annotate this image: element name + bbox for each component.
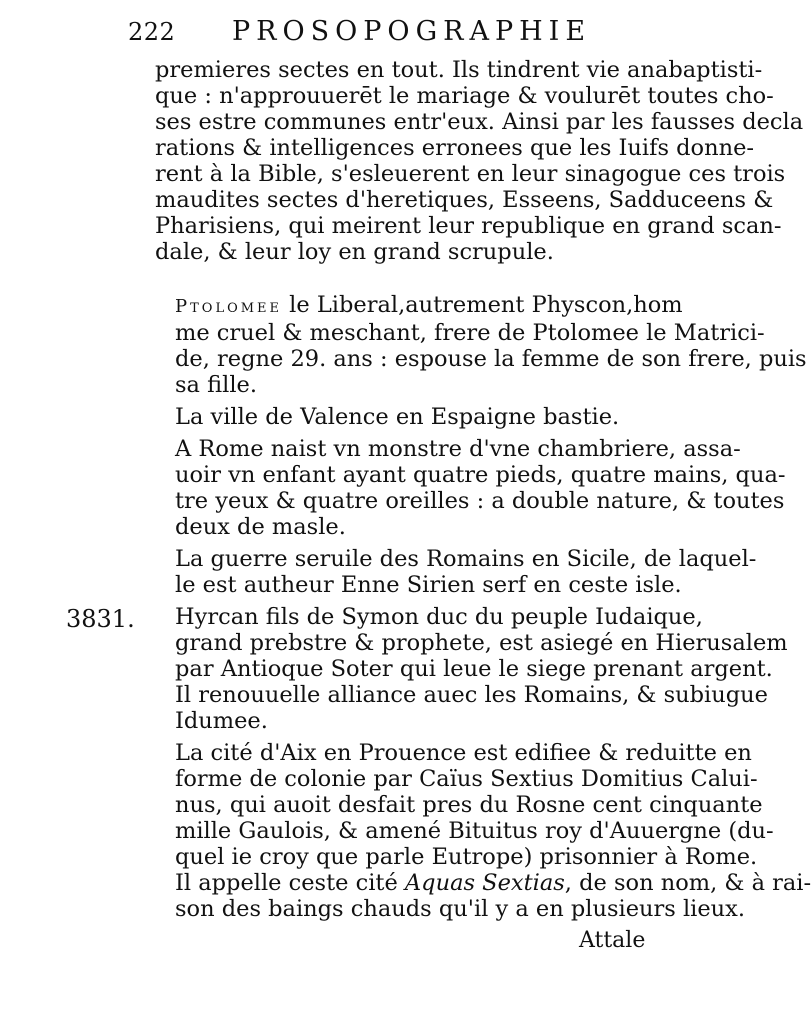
marginal-year: 3831. bbox=[66, 605, 135, 633]
paragraph-aix bbox=[155, 740, 811, 922]
paragraph-monstre bbox=[155, 436, 786, 540]
text-line: grand prebstre & prophete, est asiegé en Hierusalem bbox=[175, 630, 788, 656]
text-line: La cité d'Aix en Prouence est edifiee & reduitte en bbox=[175, 740, 752, 766]
catchword: Attale bbox=[579, 928, 646, 953]
text-line: dale, & leur loy en grand scrupule. bbox=[155, 239, 554, 265]
text-line: premieres sectes en tout. Ils tindrent vie anabaptisti- bbox=[155, 57, 763, 83]
text-line: Hyrcan fils de Symon duc du peuple Iudaique, bbox=[175, 604, 703, 630]
text-line: sa fille. bbox=[175, 372, 257, 398]
ptolomee-line-rest: le Liberal,autrement Physcon,hom bbox=[282, 292, 683, 318]
text-line: rent à la Bible, s'esleuerent en leur sinagogue ces trois bbox=[155, 161, 786, 187]
paragraph-ptolomee bbox=[155, 292, 807, 398]
text-line: rations & intelligences erronees que les Iuifs donne- bbox=[155, 135, 754, 161]
text-line: ses estre communes entr'eux. Ainsi par les fausses decla bbox=[155, 109, 804, 135]
text-line: uoir vn enfant ayant quatre pieds, quatre mains, qua- bbox=[175, 462, 786, 488]
ptolomee-name: Ptolomee bbox=[175, 296, 283, 317]
text-line: deux de masle. bbox=[175, 514, 346, 540]
aix-line-pre: Il appelle ceste cité bbox=[175, 870, 405, 896]
text-line: me cruel & meschant, frere de Ptolomee le Matrici- bbox=[175, 320, 765, 346]
text-line bbox=[155, 870, 811, 896]
text-line: Il renouuelle alliance auec les Romains, & subiugue bbox=[175, 682, 768, 708]
aix-line-post: , de son nom, & à rai- bbox=[564, 870, 811, 896]
text-line: La guerre seruile des Romains en Sicile, de laquel- bbox=[175, 546, 757, 572]
text-line: La ville de Valence en Espaigne bastie. bbox=[175, 404, 620, 430]
text-line: son des baings chauds qu'il y a en plusieurs lieux. bbox=[175, 896, 746, 922]
running-head: PROSOPOGRAPHIE bbox=[232, 16, 592, 47]
text-line: mille Gaulois, & amené Bituitus roy d'Auuergne (du- bbox=[175, 818, 774, 844]
text-line bbox=[155, 292, 683, 320]
text-line: Idumee. bbox=[175, 708, 268, 734]
text-line: que : n'approuuerēt le mariage & voulurēt toutes cho- bbox=[155, 83, 774, 109]
paragraph-hyrcan bbox=[155, 604, 788, 734]
paragraph-valence bbox=[155, 404, 640, 430]
text-line: de, regne 29. ans : espouse la femme de son frere, puis bbox=[175, 346, 807, 372]
text-line: par Antioque Soter qui leue le siege prenant argent. bbox=[175, 656, 773, 682]
text-line: quel ie croy que parle Eutrope) prisonnier à Rome. bbox=[175, 844, 758, 870]
text-line: le est autheur Enne Sirien serf en ceste isle. bbox=[175, 572, 682, 598]
text-block bbox=[155, 57, 811, 928]
text-line: Pharisiens, qui meirent leur republique en grand scan- bbox=[155, 213, 782, 239]
text-line: tre yeux & quatre oreilles : a double nature, & toutes bbox=[175, 488, 785, 514]
text-line: A Rome naist vn monstre d'vne chambriere, assa- bbox=[175, 436, 741, 462]
paragraph-guerre-seruile bbox=[155, 546, 757, 598]
paragraph-sects bbox=[155, 57, 804, 265]
text-line: nus, qui auoit desfait pres du Rosne cent cinquante bbox=[175, 792, 763, 818]
aquas-sextias: Aquas Sextias bbox=[404, 870, 565, 896]
page-number: 222 bbox=[128, 18, 176, 46]
text-line: forme de colonie par Caïus Sextius Domitius Calui- bbox=[175, 766, 758, 792]
text-line: maudites sectes d'heretiques, Esseens, Sadduceens & bbox=[155, 187, 774, 213]
